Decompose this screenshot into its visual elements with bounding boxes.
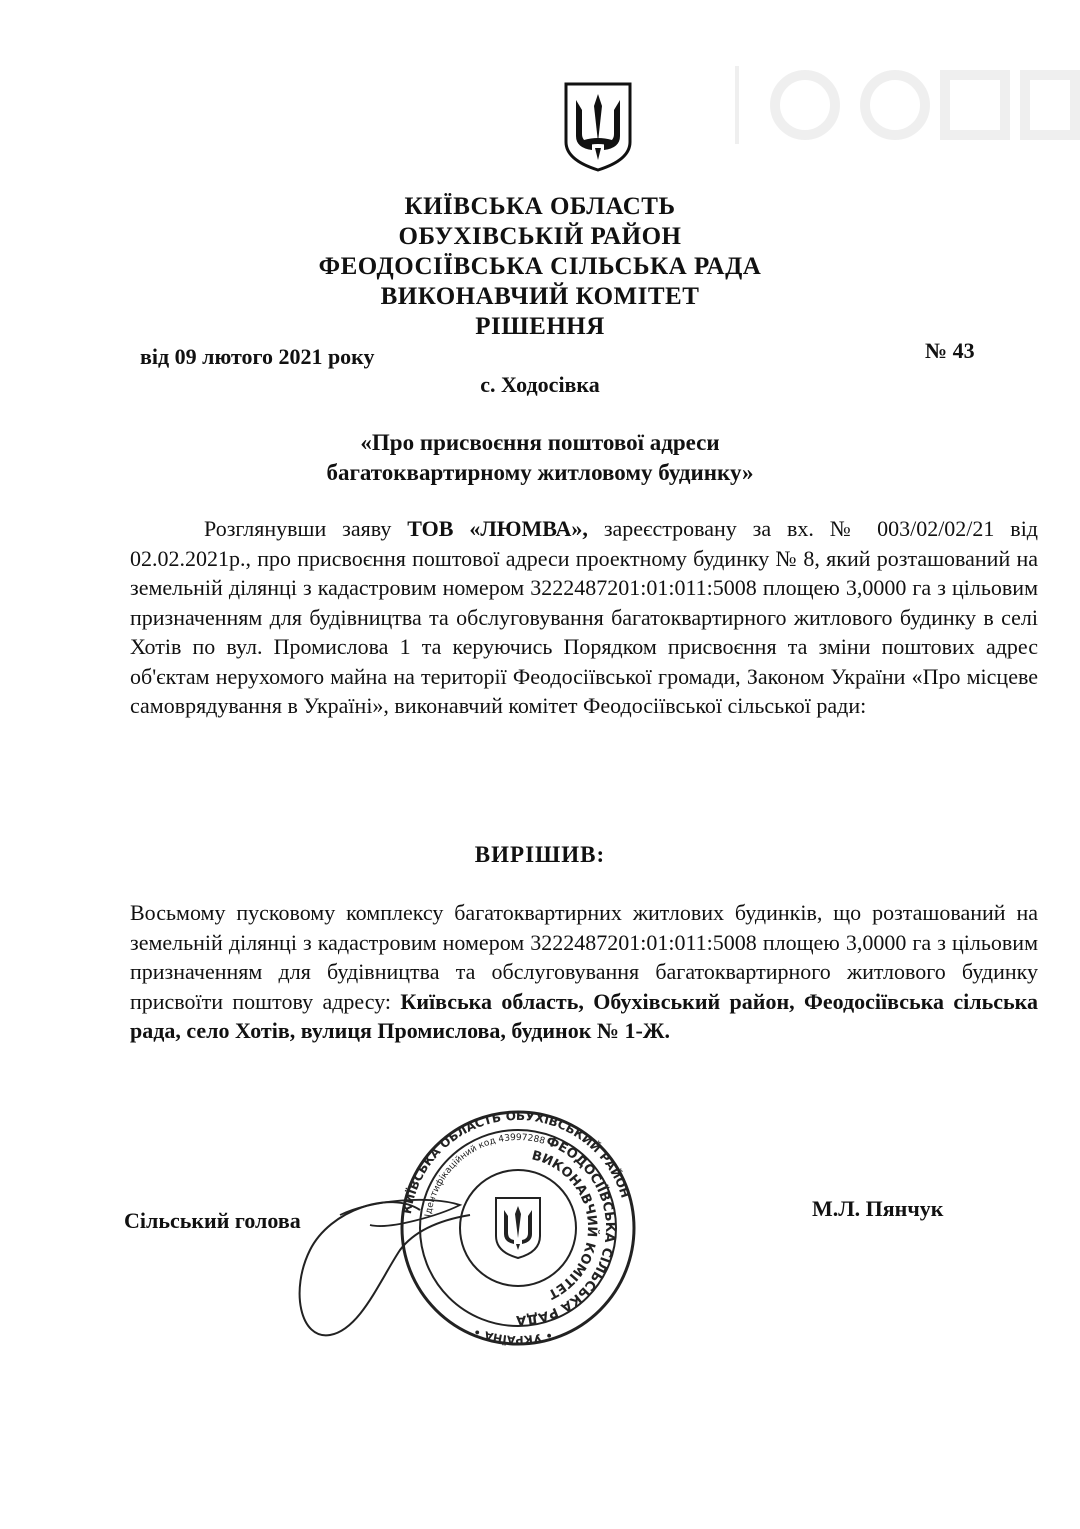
document-type: РІШЕННЯ [475, 313, 605, 340]
subject-line-2: багатоквартирному житловому будинку» [326, 460, 754, 485]
watermark-graphic [735, 60, 1080, 150]
decision-subject [0, 428, 1080, 488]
seal-inner-text: ВИКОНАВЧИЙ КОМІТЕТ [530, 1148, 600, 1302]
handwritten-signature [270, 1170, 490, 1350]
signatory-title: Сільський голова [124, 1208, 301, 1233]
signatory-name: М.Л. Пянчук [812, 1196, 944, 1221]
seal-outer-text: КИЇВСЬКА ОБЛАСТЬ ОБУХІВСЬКИЙ РАЙОН [399, 1108, 633, 1215]
assigned-address: Київська область, Обухівський район, Феодосіївська сільська рада, село Хотів, вулиця Промислова, будинок № 1-Ж. [130, 988, 1038, 1043]
subject-line-1: «Про присвоєння поштової адреси [360, 430, 720, 455]
decision-text: Восьмому пусковому комплексу багатоквартирних житлових будинків, що розташований на земельній ділянці з кадастровим номером 3222487201:01:011:5008 площею 3,0000 га з цільовим призначенням для будівництва та обслуговування багатоквартирного житлового будинку присвоїти поштову адресу: [130, 900, 1038, 1014]
decision-number: № 43 [925, 338, 975, 363]
company-name: ТОВ «ЛЮМВА», [407, 516, 588, 541]
decision-paragraph [130, 898, 1038, 1046]
seal-bottom-text: • УКРАЇНА • [471, 1324, 555, 1347]
preamble-paragraph [130, 514, 1038, 721]
seal-code-text: Ідентифікаційний код 43997288 [423, 1132, 546, 1218]
council-line: ФЕОДОСІЇВСЬКА СІЛЬСЬКА РАДА [318, 253, 762, 280]
region-line: КИЇВСЬКА ОБЛАСТЬ [404, 193, 676, 220]
decided-heading: ВИРІШИВ: [474, 842, 606, 867]
document-header [0, 192, 1080, 342]
seal-middle-text: ФЕОДОСІЇВСЬКА СІЛЬСЬКА РАДА [515, 1133, 618, 1328]
committee-line: ВИКОНАВЧИЙ КОМІТЕТ [380, 283, 700, 310]
district-line: ОБУХІВСЬКІЙ РАЙОН [398, 223, 682, 250]
decision-place: с. Ходосівка [480, 372, 600, 397]
preamble-start: Розглянувши заяву [204, 516, 408, 541]
decision-date: від 09 лютого 2021 року [140, 344, 375, 369]
preamble-rest: зареєстровану за вх. № 003/02/02/21 від 02.02.2021р., про присвоєння поштової адреси проектному будинку № 8, який розташований на земельній ділянці з кадастровим номером 3222487201:01:011:5008 площею 3,0000 га з цільовим призначенням для будівництва та обслуговування багатоквартирного житлового будинку в селі Хотів по вул. Промислова 1 та керуючись Порядком присвоєння та зміни поштових адрес об'єктам нерухомого майна на території Феодосіївської громади, Законом України «Про місцеве самоврядування в Україні», виконавчий комітет Феодосіївської сільської ради: [130, 516, 1039, 718]
coat-of-arms-icon [562, 80, 634, 174]
